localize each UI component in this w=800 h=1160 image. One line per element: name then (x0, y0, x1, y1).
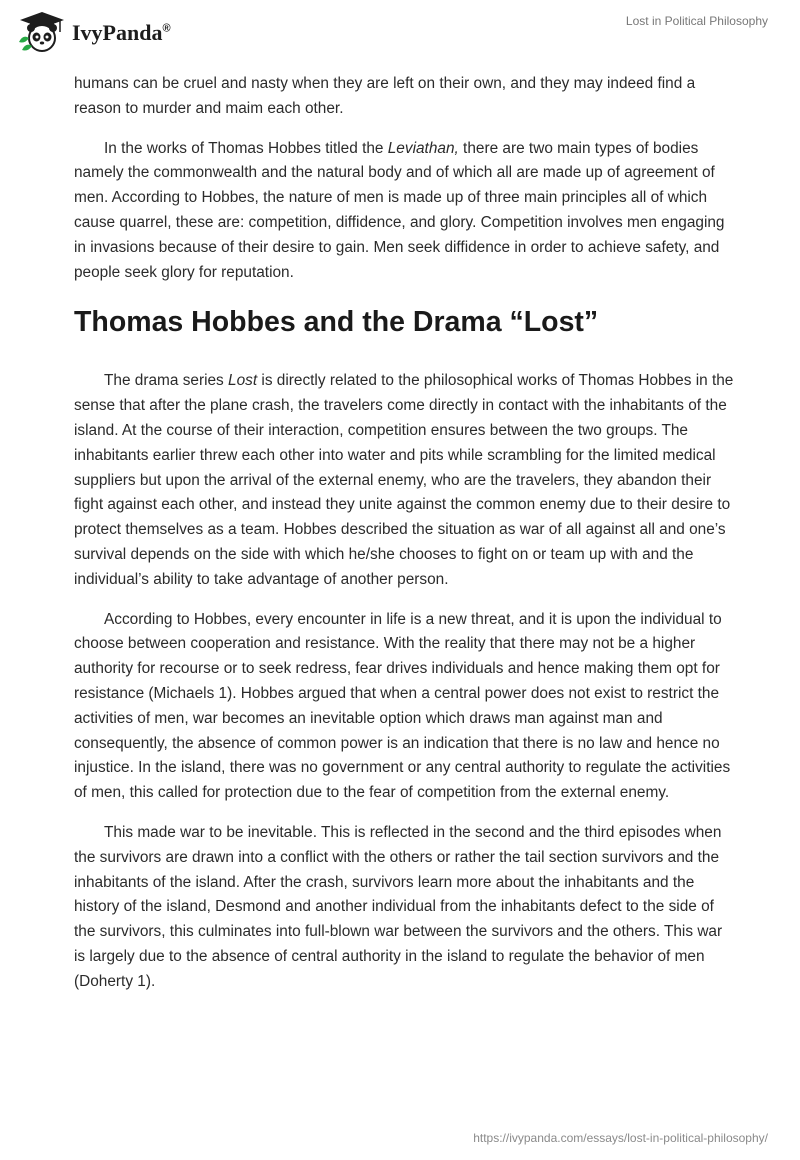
page-header (0, 0, 800, 70)
leviathan-title: Leviathan, (387, 139, 459, 157)
section-heading: Thomas Hobbes and the Drama “Lost” (74, 306, 599, 339)
registered-mark: ® (162, 22, 171, 35)
paragraph-continued: humans can be cruel and nasty when they are left on their own, and they may indeed find a reason to murder and maim each other. (74, 75, 696, 117)
panda-graduate-icon (16, 10, 68, 54)
ivypanda-logo[interactable] (16, 10, 206, 54)
paragraph-lost-drama: The drama series Lost is directly related to the philosophical works of Thomas Hobbes in the sense that after the plane crash, the travelers come directly in contact with the inhabitants of the island. At the course of their interaction, competition ensures between the two groups. The inhabitants earlier threw each other into water and pits while scrambling for the limited medical suppliers but upon the arrival of the external enemy, who are the travelers, they abandon their fight against each other, and instead they unite against the common enemy due to their desire to protect themselves as a team. Hobbes described the situation as war of all against all and one’s survival depends on the side with which he/she chooses to fight on or team up with and the individual’s ability to take advantage of another person. (74, 372, 734, 588)
brand-name: IvyPanda® (72, 20, 171, 45)
paragraph-encounter-threat: According to Hobbes, every encounter in life is a new threat, and it is upon the individual to choose between cooperation and resistance. With the reality that there may not be a higher authority for recourse or to seek redress, fear drives individuals and hence making them opt for resistance (Michaels 1). Hobbes argued that when a central power does not exist to restrict the activities of men, war becomes an inevitable option which draws man against man and consequently, the absence of common power is an indication that there is no law and hence no injustice. In the island, there was no government or any central authority to regulate the activities of men, this called for protection due to the fear of competition from the external enemy. (74, 610, 731, 802)
lost-title: Lost (228, 372, 258, 390)
document-title: Lost in Political Philosophy (625, 14, 768, 28)
paragraph-leviathan: In the works of Thomas Hobbes titled the Leviathan, there are two main types of bodies namely the commonwealth and the natural body and of which all are made up of agreement of men. According to Hobbes, the nature of men is made up of three main principles all of which cause quarrel, these are: competition, diffidence, and glory. Competition involves men engaging in invasions because of their desire to gain. Men seek diffidence in order to achieve safety, and people seek glory for reputation. (74, 139, 725, 281)
paragraph-inevitable-war: This made war to be inevitable. This is reflected in the second and the third episodes when the survivors are drawn into a conflict with the others or rather the tail section survivors and the inhabitants of the island. After the crash, survivors learn more about the inhabitants and the history of the island, Desmond and another individual from the inhabitants defect to the side of the survivors, this culminates into full-blown war between the survivors and the others. This war is largely due to the absence of central authority in the island to regulate the behavior of men (Doherty 1). (74, 823, 723, 990)
essay-body (74, 72, 734, 1010)
source-url[interactable]: https://ivypanda.com/essays/lost-in-political-philosophy/ (473, 1131, 768, 1145)
